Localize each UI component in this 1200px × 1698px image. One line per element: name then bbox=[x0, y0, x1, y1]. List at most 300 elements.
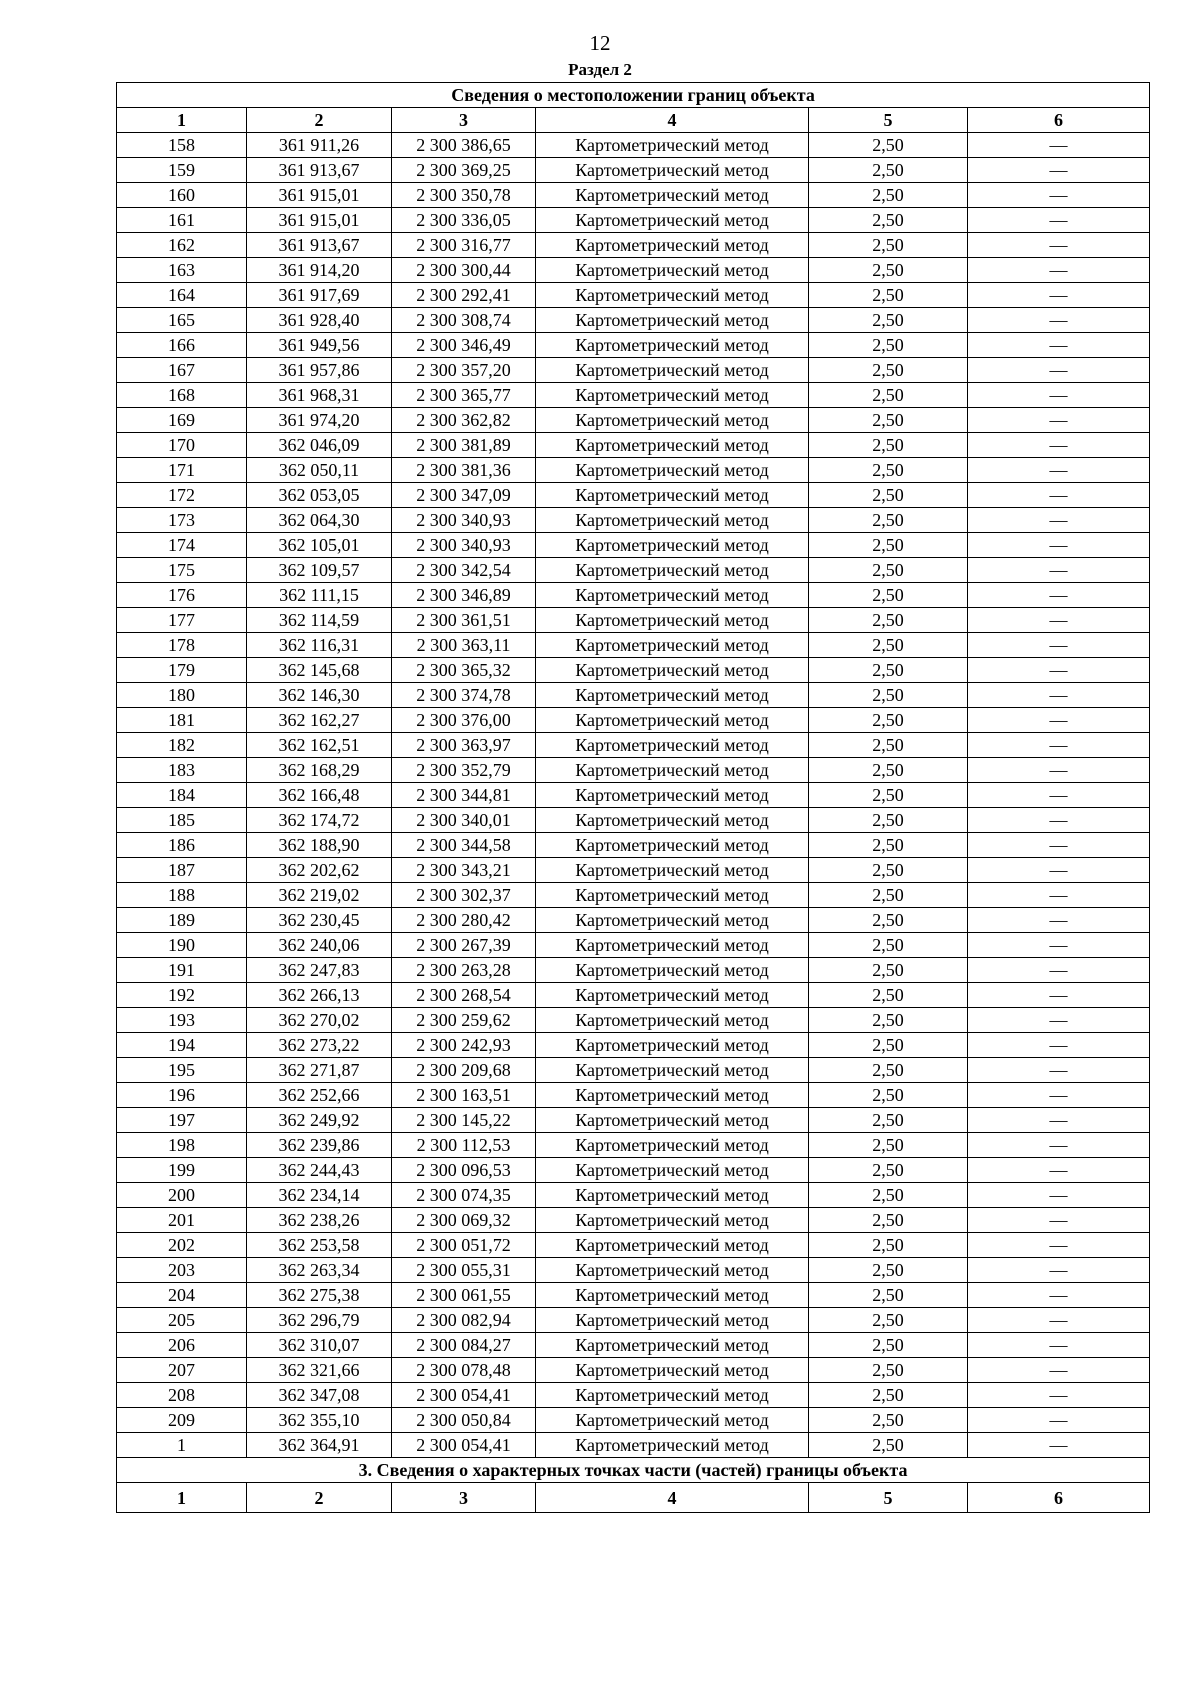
x-coordinate-cell: 362 270,02 bbox=[247, 1008, 392, 1033]
note-cell: — bbox=[968, 833, 1150, 858]
table-row bbox=[117, 508, 1150, 533]
point-number-cell: 162 bbox=[117, 233, 247, 258]
y-coordinate-cell: 2 300 346,49 bbox=[392, 333, 536, 358]
y-coordinate-cell: 2 300 343,21 bbox=[392, 858, 536, 883]
x-coordinate-cell: 362 109,57 bbox=[247, 558, 392, 583]
y-coordinate-cell: 2 300 357,20 bbox=[392, 358, 536, 383]
method-cell: Картометрический метод bbox=[536, 533, 809, 558]
note-cell: — bbox=[968, 958, 1150, 983]
note-cell: — bbox=[968, 1383, 1150, 1408]
x-coordinate-cell: 362 247,83 bbox=[247, 958, 392, 983]
point-number-cell: 193 bbox=[117, 1008, 247, 1033]
y-coordinate-cell: 2 300 346,89 bbox=[392, 583, 536, 608]
section3-column-header: 5 bbox=[809, 1483, 968, 1513]
y-coordinate-cell: 2 300 365,77 bbox=[392, 383, 536, 408]
x-coordinate-cell: 362 273,22 bbox=[247, 1033, 392, 1058]
note-cell: — bbox=[968, 608, 1150, 633]
y-coordinate-cell: 2 300 340,93 bbox=[392, 508, 536, 533]
y-coordinate-cell: 2 300 054,41 bbox=[392, 1433, 536, 1458]
point-number-cell: 199 bbox=[117, 1158, 247, 1183]
method-cell: Картометрический метод bbox=[536, 933, 809, 958]
table-row bbox=[117, 1058, 1150, 1083]
y-coordinate-cell: 2 300 267,39 bbox=[392, 933, 536, 958]
table-row bbox=[117, 183, 1150, 208]
method-cell: Картометрический метод bbox=[536, 1058, 809, 1083]
point-number-cell: 1 bbox=[117, 1433, 247, 1458]
point-number-cell: 192 bbox=[117, 983, 247, 1008]
note-cell: — bbox=[968, 1333, 1150, 1358]
point-number-cell: 200 bbox=[117, 1183, 247, 1208]
x-coordinate-cell: 362 364,91 bbox=[247, 1433, 392, 1458]
accuracy-cell: 2,50 bbox=[809, 433, 968, 458]
x-coordinate-cell: 362 234,14 bbox=[247, 1183, 392, 1208]
x-coordinate-cell: 361 974,20 bbox=[247, 408, 392, 433]
method-cell: Картометрический метод bbox=[536, 983, 809, 1008]
x-coordinate-cell: 362 105,01 bbox=[247, 533, 392, 558]
table-row bbox=[117, 533, 1150, 558]
note-cell: — bbox=[968, 558, 1150, 583]
table-row bbox=[117, 333, 1150, 358]
accuracy-cell: 2,50 bbox=[809, 233, 968, 258]
y-coordinate-cell: 2 300 082,94 bbox=[392, 1308, 536, 1333]
point-number-cell: 191 bbox=[117, 958, 247, 983]
y-coordinate-cell: 2 300 386,65 bbox=[392, 133, 536, 158]
note-cell: — bbox=[968, 933, 1150, 958]
y-coordinate-cell: 2 300 352,79 bbox=[392, 758, 536, 783]
accuracy-cell: 2,50 bbox=[809, 683, 968, 708]
table-row bbox=[117, 1258, 1150, 1283]
x-coordinate-cell: 361 913,67 bbox=[247, 233, 392, 258]
x-coordinate-cell: 361 968,31 bbox=[247, 383, 392, 408]
accuracy-cell: 2,50 bbox=[809, 933, 968, 958]
method-cell: Картометрический метод bbox=[536, 608, 809, 633]
note-cell: — bbox=[968, 1183, 1150, 1208]
method-cell: Картометрический метод bbox=[536, 1083, 809, 1108]
method-cell: Картометрический метод bbox=[536, 558, 809, 583]
x-coordinate-cell: 362 168,29 bbox=[247, 758, 392, 783]
y-coordinate-cell: 2 300 054,41 bbox=[392, 1383, 536, 1408]
point-number-cell: 178 bbox=[117, 633, 247, 658]
table-row bbox=[117, 1358, 1150, 1383]
note-cell: — bbox=[968, 1358, 1150, 1383]
table-row bbox=[117, 983, 1150, 1008]
table-row bbox=[117, 1008, 1150, 1033]
note-cell: — bbox=[968, 308, 1150, 333]
point-number-cell: 169 bbox=[117, 408, 247, 433]
accuracy-cell: 2,50 bbox=[809, 1283, 968, 1308]
note-cell: — bbox=[968, 908, 1150, 933]
point-number-cell: 158 bbox=[117, 133, 247, 158]
accuracy-cell: 2,50 bbox=[809, 733, 968, 758]
accuracy-cell: 2,50 bbox=[809, 308, 968, 333]
accuracy-cell: 2,50 bbox=[809, 133, 968, 158]
method-cell: Картометрический метод bbox=[536, 458, 809, 483]
x-coordinate-cell: 362 219,02 bbox=[247, 883, 392, 908]
y-coordinate-cell: 2 300 259,62 bbox=[392, 1008, 536, 1033]
method-cell: Картометрический метод bbox=[536, 1158, 809, 1183]
method-cell: Картометрический метод bbox=[536, 358, 809, 383]
x-coordinate-cell: 362 266,13 bbox=[247, 983, 392, 1008]
y-coordinate-cell: 2 300 061,55 bbox=[392, 1283, 536, 1308]
note-cell: — bbox=[968, 1283, 1150, 1308]
x-coordinate-cell: 361 915,01 bbox=[247, 183, 392, 208]
point-number-cell: 188 bbox=[117, 883, 247, 908]
y-coordinate-cell: 2 300 302,37 bbox=[392, 883, 536, 908]
method-cell: Картометрический метод bbox=[536, 783, 809, 808]
table-row bbox=[117, 233, 1150, 258]
x-coordinate-cell: 362 114,59 bbox=[247, 608, 392, 633]
x-coordinate-cell: 362 310,07 bbox=[247, 1333, 392, 1358]
accuracy-cell: 2,50 bbox=[809, 508, 968, 533]
point-number-cell: 175 bbox=[117, 558, 247, 583]
method-cell: Картометрический метод bbox=[536, 1233, 809, 1258]
x-coordinate-cell: 361 913,67 bbox=[247, 158, 392, 183]
table-row bbox=[117, 758, 1150, 783]
accuracy-cell: 2,50 bbox=[809, 583, 968, 608]
note-cell: — bbox=[968, 1258, 1150, 1283]
table-row bbox=[117, 408, 1150, 433]
method-cell: Картометрический метод bbox=[536, 383, 809, 408]
section3-title: 3. Сведения о характерных точках части (частей) границы объекта bbox=[117, 1458, 1150, 1483]
table-row bbox=[117, 483, 1150, 508]
method-cell: Картометрический метод bbox=[536, 883, 809, 908]
table-row bbox=[117, 1283, 1150, 1308]
x-coordinate-cell: 362 271,87 bbox=[247, 1058, 392, 1083]
method-cell: Картометрический метод bbox=[536, 708, 809, 733]
x-coordinate-cell: 362 240,06 bbox=[247, 933, 392, 958]
y-coordinate-cell: 2 300 340,93 bbox=[392, 533, 536, 558]
method-cell: Картометрический метод bbox=[536, 183, 809, 208]
x-coordinate-cell: 362 253,58 bbox=[247, 1233, 392, 1258]
table-row bbox=[117, 708, 1150, 733]
note-cell: — bbox=[968, 1158, 1150, 1183]
point-number-cell: 201 bbox=[117, 1208, 247, 1233]
note-cell: — bbox=[968, 158, 1150, 183]
table-row bbox=[117, 208, 1150, 233]
point-number-cell: 187 bbox=[117, 858, 247, 883]
section3-column-header: 6 bbox=[968, 1483, 1150, 1513]
x-coordinate-cell: 361 915,01 bbox=[247, 208, 392, 233]
method-cell: Картометрический метод bbox=[536, 1133, 809, 1158]
point-number-cell: 195 bbox=[117, 1058, 247, 1083]
table-row bbox=[117, 1308, 1150, 1333]
y-coordinate-cell: 2 300 374,78 bbox=[392, 683, 536, 708]
x-coordinate-cell: 362 188,90 bbox=[247, 833, 392, 858]
y-coordinate-cell: 2 300 342,54 bbox=[392, 558, 536, 583]
x-coordinate-cell: 362 244,43 bbox=[247, 1158, 392, 1183]
method-cell: Картометрический метод bbox=[536, 433, 809, 458]
x-coordinate-cell: 361 957,86 bbox=[247, 358, 392, 383]
accuracy-cell: 2,50 bbox=[809, 283, 968, 308]
table-row bbox=[117, 858, 1150, 883]
x-coordinate-cell: 362 046,09 bbox=[247, 433, 392, 458]
point-number-cell: 167 bbox=[117, 358, 247, 383]
table-row bbox=[117, 458, 1150, 483]
note-cell: — bbox=[968, 1108, 1150, 1133]
point-number-cell: 172 bbox=[117, 483, 247, 508]
note-cell: — bbox=[968, 883, 1150, 908]
accuracy-cell: 2,50 bbox=[809, 1108, 968, 1133]
point-number-cell: 171 bbox=[117, 458, 247, 483]
table-row bbox=[117, 258, 1150, 283]
method-cell: Картометрический метод bbox=[536, 683, 809, 708]
note-cell: — bbox=[968, 733, 1150, 758]
y-coordinate-cell: 2 300 292,41 bbox=[392, 283, 536, 308]
section3-header-row bbox=[117, 1483, 1150, 1513]
accuracy-cell: 2,50 bbox=[809, 533, 968, 558]
table-row bbox=[117, 608, 1150, 633]
accuracy-cell: 2,50 bbox=[809, 1408, 968, 1433]
note-cell: — bbox=[968, 483, 1150, 508]
point-number-cell: 208 bbox=[117, 1383, 247, 1408]
x-coordinate-cell: 362 249,92 bbox=[247, 1108, 392, 1133]
table-row bbox=[117, 933, 1150, 958]
table-row bbox=[117, 808, 1150, 833]
accuracy-cell: 2,50 bbox=[809, 458, 968, 483]
method-cell: Картометрический метод bbox=[536, 758, 809, 783]
method-cell: Картометрический метод bbox=[536, 1358, 809, 1383]
column-header: 4 bbox=[536, 108, 809, 133]
table-row bbox=[117, 1158, 1150, 1183]
point-number-cell: 205 bbox=[117, 1308, 247, 1333]
accuracy-cell: 2,50 bbox=[809, 1008, 968, 1033]
y-coordinate-cell: 2 300 369,25 bbox=[392, 158, 536, 183]
table-row bbox=[117, 433, 1150, 458]
x-coordinate-cell: 362 347,08 bbox=[247, 1383, 392, 1408]
y-coordinate-cell: 2 300 300,44 bbox=[392, 258, 536, 283]
accuracy-cell: 2,50 bbox=[809, 258, 968, 283]
x-coordinate-cell: 361 928,40 bbox=[247, 308, 392, 333]
accuracy-cell: 2,50 bbox=[809, 783, 968, 808]
table-row bbox=[117, 1233, 1150, 1258]
x-coordinate-cell: 361 949,56 bbox=[247, 333, 392, 358]
method-cell: Картометрический метод bbox=[536, 908, 809, 933]
method-cell: Картометрический метод bbox=[536, 1283, 809, 1308]
method-cell: Картометрический метод bbox=[536, 858, 809, 883]
point-number-cell: 209 bbox=[117, 1408, 247, 1433]
section3-title-row bbox=[117, 1458, 1150, 1483]
accuracy-cell: 2,50 bbox=[809, 1158, 968, 1183]
section3-column-header: 1 bbox=[117, 1483, 247, 1513]
y-coordinate-cell: 2 300 078,48 bbox=[392, 1358, 536, 1383]
note-cell: — bbox=[968, 358, 1150, 383]
method-cell: Картометрический метод bbox=[536, 833, 809, 858]
y-coordinate-cell: 2 300 316,77 bbox=[392, 233, 536, 258]
method-cell: Картометрический метод bbox=[536, 583, 809, 608]
y-coordinate-cell: 2 300 362,82 bbox=[392, 408, 536, 433]
accuracy-cell: 2,50 bbox=[809, 1333, 968, 1358]
point-number-cell: 207 bbox=[117, 1358, 247, 1383]
table-row bbox=[117, 358, 1150, 383]
x-coordinate-cell: 362 053,05 bbox=[247, 483, 392, 508]
method-cell: Картометрический метод bbox=[536, 508, 809, 533]
y-coordinate-cell: 2 300 336,05 bbox=[392, 208, 536, 233]
x-coordinate-cell: 362 174,72 bbox=[247, 808, 392, 833]
accuracy-cell: 2,50 bbox=[809, 1233, 968, 1258]
point-number-cell: 177 bbox=[117, 608, 247, 633]
accuracy-cell: 2,50 bbox=[809, 708, 968, 733]
note-cell: — bbox=[968, 283, 1150, 308]
y-coordinate-cell: 2 300 376,00 bbox=[392, 708, 536, 733]
accuracy-cell: 2,50 bbox=[809, 608, 968, 633]
point-number-cell: 170 bbox=[117, 433, 247, 458]
y-coordinate-cell: 2 300 350,78 bbox=[392, 183, 536, 208]
method-cell: Картометрический метод bbox=[536, 1258, 809, 1283]
point-number-cell: 179 bbox=[117, 658, 247, 683]
x-coordinate-cell: 362 202,62 bbox=[247, 858, 392, 883]
y-coordinate-cell: 2 300 381,36 bbox=[392, 458, 536, 483]
note-cell: — bbox=[968, 708, 1150, 733]
y-coordinate-cell: 2 300 145,22 bbox=[392, 1108, 536, 1133]
table-row bbox=[117, 1408, 1150, 1433]
method-cell: Картометрический метод bbox=[536, 283, 809, 308]
accuracy-cell: 2,50 bbox=[809, 658, 968, 683]
note-cell: — bbox=[968, 333, 1150, 358]
note-cell: — bbox=[968, 858, 1150, 883]
table-row bbox=[117, 683, 1150, 708]
method-cell: Картометрический метод bbox=[536, 808, 809, 833]
y-coordinate-cell: 2 300 096,53 bbox=[392, 1158, 536, 1183]
method-cell: Картометрический метод bbox=[536, 133, 809, 158]
accuracy-cell: 2,50 bbox=[809, 758, 968, 783]
table-row bbox=[117, 383, 1150, 408]
section3-column-header: 3 bbox=[392, 1483, 536, 1513]
point-number-cell: 204 bbox=[117, 1283, 247, 1308]
accuracy-cell: 2,50 bbox=[809, 1308, 968, 1333]
accuracy-cell: 2,50 bbox=[809, 158, 968, 183]
y-coordinate-cell: 2 300 263,28 bbox=[392, 958, 536, 983]
point-number-cell: 182 bbox=[117, 733, 247, 758]
table-row bbox=[117, 1033, 1150, 1058]
y-coordinate-cell: 2 300 381,89 bbox=[392, 433, 536, 458]
table-row bbox=[117, 733, 1150, 758]
column-header: 5 bbox=[809, 108, 968, 133]
y-coordinate-cell: 2 300 280,42 bbox=[392, 908, 536, 933]
table-row bbox=[117, 283, 1150, 308]
accuracy-cell: 2,50 bbox=[809, 1258, 968, 1283]
point-number-cell: 197 bbox=[117, 1108, 247, 1133]
note-cell: — bbox=[968, 458, 1150, 483]
y-coordinate-cell: 2 300 268,54 bbox=[392, 983, 536, 1008]
point-number-cell: 168 bbox=[117, 383, 247, 408]
y-coordinate-cell: 2 300 084,27 bbox=[392, 1333, 536, 1358]
point-number-cell: 194 bbox=[117, 1033, 247, 1058]
method-cell: Картометрический метод bbox=[536, 208, 809, 233]
note-cell: — bbox=[968, 808, 1150, 833]
point-number-cell: 164 bbox=[117, 283, 247, 308]
note-cell: — bbox=[968, 583, 1150, 608]
table-title: Сведения о местоположении границ объекта bbox=[117, 83, 1150, 108]
y-coordinate-cell: 2 300 112,53 bbox=[392, 1133, 536, 1158]
y-coordinate-cell: 2 300 055,31 bbox=[392, 1258, 536, 1283]
x-coordinate-cell: 361 914,20 bbox=[247, 258, 392, 283]
note-cell: — bbox=[968, 183, 1150, 208]
accuracy-cell: 2,50 bbox=[809, 558, 968, 583]
method-cell: Картометрический метод bbox=[536, 1108, 809, 1133]
table-row bbox=[117, 158, 1150, 183]
accuracy-cell: 2,50 bbox=[809, 333, 968, 358]
note-cell: — bbox=[968, 533, 1150, 558]
x-coordinate-cell: 362 145,68 bbox=[247, 658, 392, 683]
y-coordinate-cell: 2 300 363,97 bbox=[392, 733, 536, 758]
y-coordinate-cell: 2 300 344,81 bbox=[392, 783, 536, 808]
table-row bbox=[117, 883, 1150, 908]
y-coordinate-cell: 2 300 069,32 bbox=[392, 1208, 536, 1233]
x-coordinate-cell: 362 146,30 bbox=[247, 683, 392, 708]
y-coordinate-cell: 2 300 340,01 bbox=[392, 808, 536, 833]
point-number-cell: 180 bbox=[117, 683, 247, 708]
method-cell: Картометрический метод bbox=[536, 1408, 809, 1433]
point-number-cell: 181 bbox=[117, 708, 247, 733]
note-cell: — bbox=[968, 383, 1150, 408]
page-number: 12 bbox=[589, 31, 611, 55]
table-row bbox=[117, 1183, 1150, 1208]
accuracy-cell: 2,50 bbox=[809, 1208, 968, 1233]
method-cell: Картометрический метод bbox=[536, 483, 809, 508]
table-row bbox=[117, 658, 1150, 683]
x-coordinate-cell: 362 355,10 bbox=[247, 1408, 392, 1433]
accuracy-cell: 2,50 bbox=[809, 408, 968, 433]
method-cell: Картометрический метод bbox=[536, 1008, 809, 1033]
accuracy-cell: 2,50 bbox=[809, 1433, 968, 1458]
x-coordinate-cell: 362 064,30 bbox=[247, 508, 392, 533]
column-header: 1 bbox=[117, 108, 247, 133]
column-header: 3 bbox=[392, 108, 536, 133]
note-cell: — bbox=[968, 658, 1150, 683]
note-cell: — bbox=[968, 1133, 1150, 1158]
table-row bbox=[117, 1208, 1150, 1233]
x-coordinate-cell: 362 050,11 bbox=[247, 458, 392, 483]
accuracy-cell: 2,50 bbox=[809, 1033, 968, 1058]
y-coordinate-cell: 2 300 209,68 bbox=[392, 1058, 536, 1083]
y-coordinate-cell: 2 300 347,09 bbox=[392, 483, 536, 508]
method-cell: Картометрический метод bbox=[536, 1033, 809, 1058]
point-number-cell: 203 bbox=[117, 1258, 247, 1283]
point-number-cell: 173 bbox=[117, 508, 247, 533]
accuracy-cell: 2,50 bbox=[809, 483, 968, 508]
point-number-cell: 165 bbox=[117, 308, 247, 333]
table-row bbox=[117, 308, 1150, 333]
accuracy-cell: 2,50 bbox=[809, 208, 968, 233]
y-coordinate-cell: 2 300 365,32 bbox=[392, 658, 536, 683]
note-cell: — bbox=[968, 1433, 1150, 1458]
note-cell: — bbox=[968, 1058, 1150, 1083]
point-number-cell: 198 bbox=[117, 1133, 247, 1158]
accuracy-cell: 2,50 bbox=[809, 1133, 968, 1158]
point-number-cell: 206 bbox=[117, 1333, 247, 1358]
y-coordinate-cell: 2 300 363,11 bbox=[392, 633, 536, 658]
note-cell: — bbox=[968, 1208, 1150, 1233]
note-cell: — bbox=[968, 1033, 1150, 1058]
table-row bbox=[117, 908, 1150, 933]
note-cell: — bbox=[968, 1308, 1150, 1333]
boundary-table bbox=[116, 82, 1150, 1513]
section3-column-header: 4 bbox=[536, 1483, 809, 1513]
table-row bbox=[117, 783, 1150, 808]
accuracy-cell: 2,50 bbox=[809, 958, 968, 983]
note-cell: — bbox=[968, 1008, 1150, 1033]
accuracy-cell: 2,50 bbox=[809, 358, 968, 383]
note-cell: — bbox=[968, 133, 1150, 158]
section3-column-header: 2 bbox=[247, 1483, 392, 1513]
point-number-cell: 196 bbox=[117, 1083, 247, 1108]
accuracy-cell: 2,50 bbox=[809, 1183, 968, 1208]
accuracy-cell: 2,50 bbox=[809, 983, 968, 1008]
point-number-cell: 160 bbox=[117, 183, 247, 208]
accuracy-cell: 2,50 bbox=[809, 183, 968, 208]
x-coordinate-cell: 361 917,69 bbox=[247, 283, 392, 308]
accuracy-cell: 2,50 bbox=[809, 883, 968, 908]
